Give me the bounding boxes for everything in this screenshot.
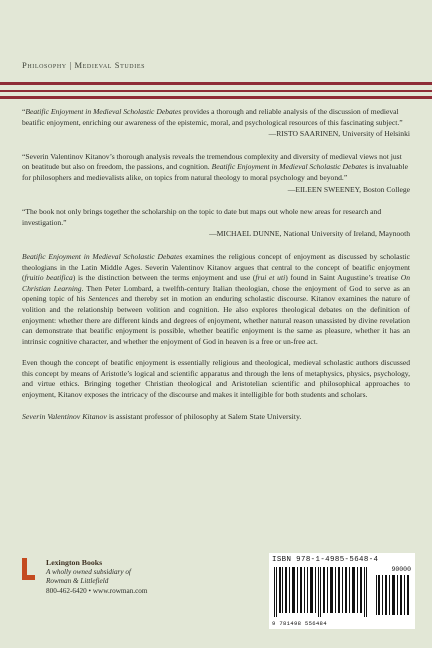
latin-term: frui et uti (255, 273, 286, 283)
publisher-block (20, 558, 240, 596)
isbn-label: ISBN 978-1-4985-5648-4 (272, 556, 379, 564)
quote-text: “Severin Valentinov Kitanov’s thorough analysis reveals the tremendous complexity and diversity of medieval views not just on beatitude but also on freedom, the passions, and cognition. (22, 151, 402, 172)
description-text: ) found in Saint Augustine’s treatise (285, 273, 401, 283)
barcode-bars (272, 567, 370, 617)
description-paragraph (22, 252, 410, 347)
publisher-name: Lexington Books (46, 558, 103, 567)
author-bio (22, 412, 410, 423)
author-bio-text: is assistant professor of philosophy at Salem State University. (106, 411, 302, 421)
publisher-line: A wholly owned subsidiary of (46, 567, 131, 576)
decorative-stripe (0, 96, 432, 99)
latin-term: fruitio beatifica (24, 273, 73, 283)
description-text: . Then Peter Lombard, a twelfth-century Italian theologian, chose the enjoyment of God to serve as an opening topic of his (22, 283, 410, 304)
author-name: Severin Valentinov Kitanov (22, 411, 107, 421)
description-paragraph: Even though the concept of beatific enjoyment is essentially religious and theological, medieval scholastic authors discussed this concept by means of Aristotle’s logical and scientific apparatus and through the lens of metaphysics, physics, psychology, and virtue ethics. Bringing together Christian theological and Aristotelian scientific and philosophical approaches to enjoyment, Kitanov exposes the intricacy of the discourse and makes it intelligible for both students and scholars. (22, 358, 410, 400)
price-barcode-bars (375, 575, 411, 615)
description-text: and thereby set in motion an enduring scholastic discourse. Kitanov examines the nature of volition and the relationship between volition and cognition. He also explores theological debates on the definition of enjoyment: whether there are different kinds and degrees of enjoyment, whether natural reason unassisted by divine revelation can demonstrate that beatific enjoyment is possible, whether beatific enjoyment is the same as pleasure, whether it has an intrinsic cognitive character, and whether the enjoyment of God in heaven is a free or un-free act. (22, 294, 410, 346)
price-code: 90000 (391, 566, 411, 573)
decorative-stripe (0, 90, 432, 92)
publisher-line: Rowman & Littlefield (46, 577, 109, 586)
publisher-contact: 800-462-6420 • www.rowman.com (46, 586, 148, 595)
description-text: examines the religious concept of enjoyment as discussed by scholastic theologians in the Latin Middle Ages. Severin Valentinov Kitanov argues that central to the concept of beatific enjoyment ( (22, 251, 410, 283)
review-quote (22, 207, 410, 240)
work-title: Sentences (88, 294, 119, 304)
description-text: ) is the distinction between the terms enjoyment and use ( (72, 273, 256, 283)
book-title: Beatific Enjoyment in Medieval Scholastic Debates (25, 107, 182, 116)
quote-text: “ (22, 107, 26, 116)
quote-attribution: —EILEEN SWEENEY, Boston College (287, 184, 410, 194)
cover-text (22, 107, 410, 422)
review-quote (22, 152, 410, 195)
barcode-digits: 9 781498 556484 (272, 620, 327, 627)
book-title: Beatific Enjoyment in Medieval Scholastic Debates (22, 251, 183, 261)
quote-attribution: —RISTO SAARINEN, University of Helsinki (268, 129, 410, 139)
book-title: Beatific Enjoyment in Medieval Scholastic Debates (211, 162, 368, 172)
quote-attribution: —MICHAEL DUNNE, National University of Ireland, Maynooth (209, 229, 410, 239)
review-quote (22, 107, 410, 140)
work-title: On Christian Learning (22, 273, 410, 293)
barcode (269, 553, 415, 629)
decorative-stripe (0, 82, 432, 85)
publisher-logo-icon (20, 558, 36, 580)
quote-text: “The book not only brings together the scholarship on the topic to date but maps out whole new areas for research and investigation.” (22, 207, 382, 227)
category-label: Philosophy | Medieval Studies (22, 60, 146, 70)
quote-text: provides a thorough and reliable analysis of the discussion of medieval beatific enjoyment, enriching our awareness of the epistemic, moral, and psychological resources of this fascinating subject.” (22, 107, 403, 127)
quote-text: is invaluable for philosophers and medievalists alike, on topics from natural theology to moral psychology and beyond.” (22, 162, 408, 182)
